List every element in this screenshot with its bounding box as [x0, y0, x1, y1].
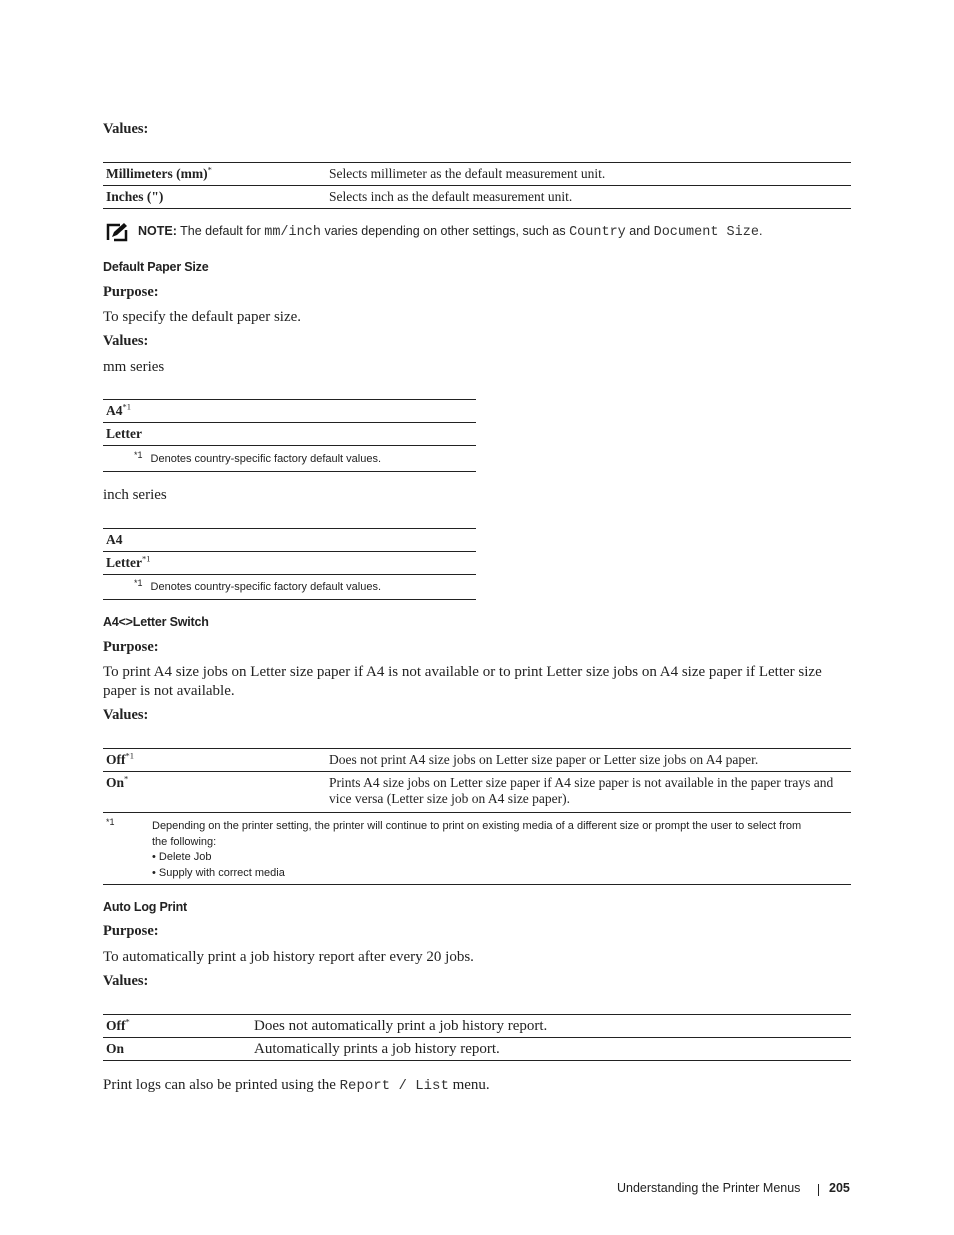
section-heading: A4<>Letter Switch: [103, 615, 209, 629]
table-row: On* Prints A4 size jobs on Letter size paper if A4 size paper is not available in the paper trays and vice versa (Letter size job on A4 size paper).: [103, 772, 851, 813]
switch-table: [103, 748, 851, 885]
table-row: Off* Does not automatically print a job history report.: [103, 1015, 851, 1038]
values-label: Values:: [103, 707, 149, 723]
purpose-label: Purpose:: [103, 923, 159, 939]
purpose-text: To print A4 size jobs on Letter size paper if A4 is not available or to print Letter size jobs on A4 size paper if Letter size paper is not available.: [103, 664, 822, 699]
table-row: Letter: [103, 423, 476, 446]
table-row: On Automatically prints a job history report.: [103, 1038, 851, 1061]
footnote-row: $^{*1}$ Denotes country-specific factory default values.: [103, 446, 476, 472]
purpose-label: Purpose:: [103, 639, 159, 655]
values-label: Values:: [103, 333, 149, 349]
autolog-table: [103, 1014, 851, 1061]
table-row: Off$^{*1}$ Does not print A4 size jobs on Letter size paper or Letter size jobs on A4 paper.: [103, 749, 851, 772]
mm-series-label: mm series: [103, 359, 165, 375]
page-number: 205: [829, 1181, 850, 1195]
pencil-icon: [106, 222, 128, 247]
purpose-label: Purpose:: [103, 284, 159, 300]
table-row: Letter$^{*1}$: [103, 552, 476, 575]
values-label: Values:: [103, 121, 149, 137]
table-row: Inches (") Selects inch as the default measurement unit.: [103, 186, 851, 209]
values-label: Values:: [103, 973, 149, 989]
footnote-row: *1 Depending on the printer setting, the printer will continue to print on existing media of a different size or prompt the user to select from the following: • Delete Job • Supply with correct media: [103, 813, 851, 885]
section-heading: Auto Log Print: [103, 900, 187, 914]
inch-series-table: [103, 528, 476, 600]
unit-table: [103, 162, 851, 209]
table-row: Millimeters (mm)* Selects millimeter as the default measurement unit.: [103, 163, 851, 186]
footnote-row: $^{*1}$ Denotes country-specific factory default values.: [103, 575, 476, 600]
purpose-text: To automatically print a job history report after every 20 jobs.: [103, 949, 474, 965]
note: NOTE: The default for mm/inch varies depending on other settings, such as Country and Document Size.: [138, 224, 763, 240]
mm-series-table: [103, 399, 476, 472]
trailer-text: Print logs can also be printed using the Report / List menu.: [103, 1077, 490, 1094]
purpose-text: To specify the default paper size.: [103, 309, 302, 325]
inch-series-label: inch series: [103, 487, 167, 503]
footer-divider: [818, 1184, 819, 1196]
footer-section: Understanding the Printer Menus: [617, 1181, 801, 1195]
table-row: A4: [103, 529, 476, 552]
section-heading: Default Paper Size: [103, 260, 209, 274]
table-row: A4$^{*1}$: [103, 400, 476, 423]
